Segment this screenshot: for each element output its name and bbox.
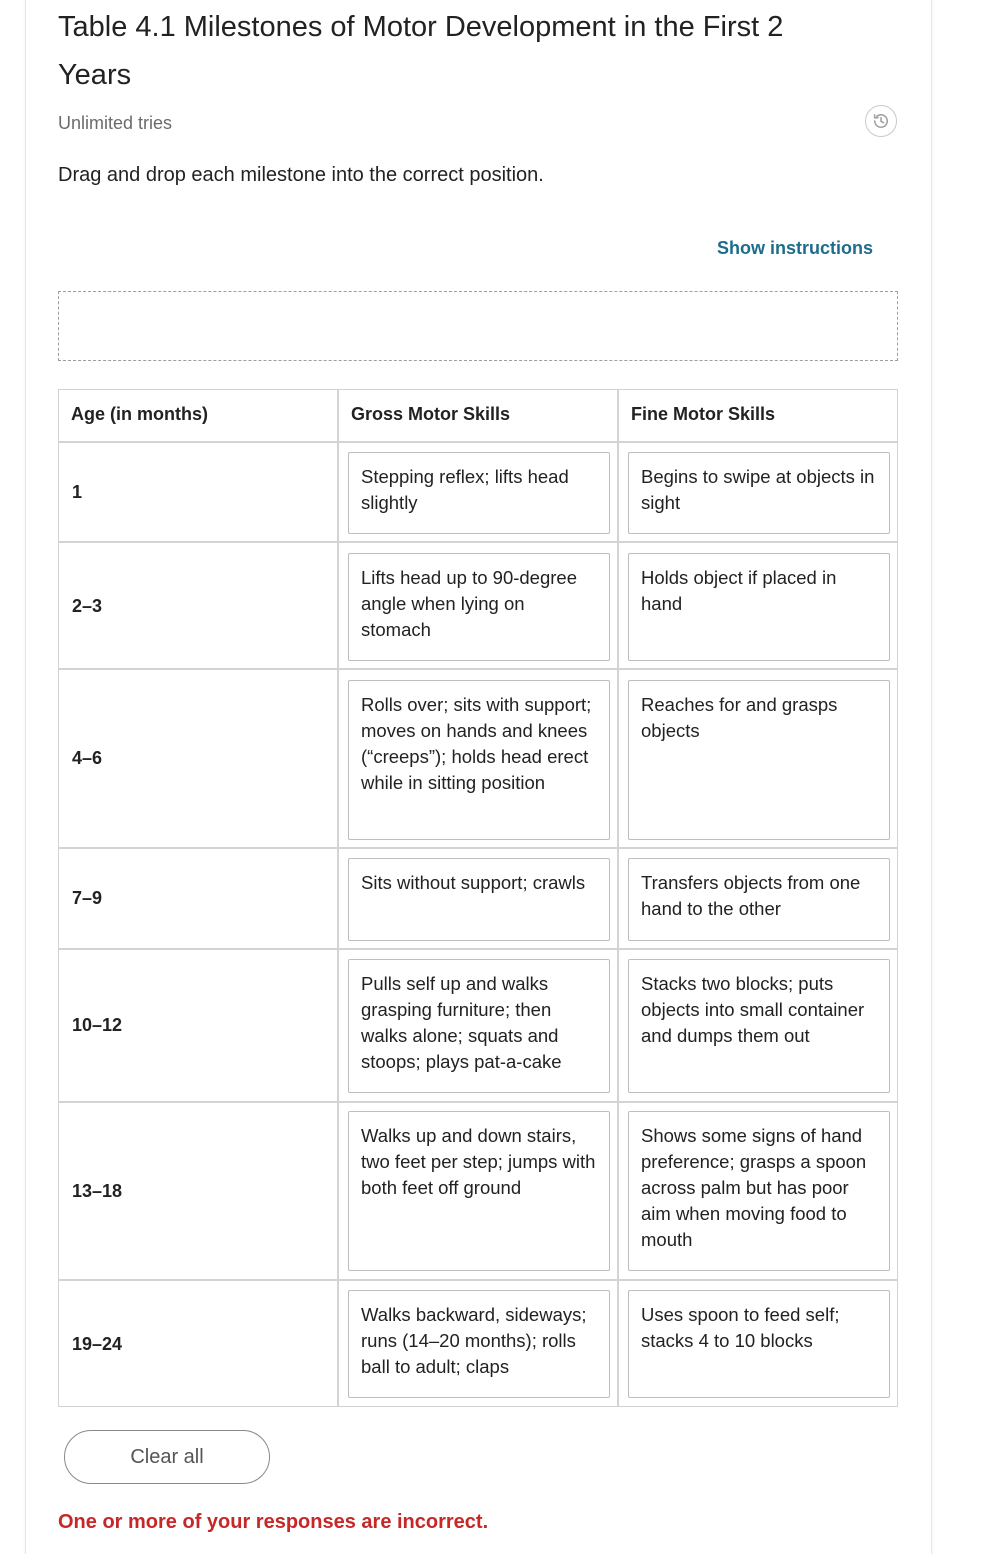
show-instructions-link[interactable]: Show instructions — [717, 238, 874, 258]
clear-all-button[interactable]: Clear all — [64, 1430, 270, 1484]
age-label: 19–24 — [72, 1334, 123, 1354]
fine-motor-tile[interactable]: Uses spoon to feed self; stacks 4 to 10 blocks — [628, 1290, 890, 1398]
gross-motor-tile[interactable]: Lifts head up to 90-degree angle when lying on stomach — [348, 553, 610, 661]
row-divider — [59, 541, 897, 543]
row-divider — [59, 1279, 897, 1281]
column-header-age: Age (in months) — [71, 404, 208, 424]
fine-motor-tile[interactable]: Stacks two blocks; puts objects into small container and dumps them out — [628, 959, 890, 1093]
gross-motor-tile[interactable]: Rolls over; sits with support; moves on hands and knees (“creeps”); holds head erect while in sitting position — [348, 680, 610, 840]
age-label: 2–3 — [72, 596, 103, 616]
history-button[interactable] — [865, 105, 897, 137]
fine-motor-tile[interactable]: Begins to swipe at objects in sight — [628, 452, 890, 534]
history-icon — [871, 111, 891, 131]
age-label: 10–12 — [72, 1015, 123, 1035]
row-divider — [59, 948, 897, 950]
page-title: Table 4.1 Milestones of Motor Development in the First 2 Years — [58, 11, 784, 91]
fine-motor-tile[interactable]: Transfers objects from one hand to the other — [628, 858, 890, 941]
fine-motor-tile[interactable]: Shows some signs of hand preference; grasps a spoon across palm but has poor aim when moving food to mouth — [628, 1111, 890, 1271]
column-header-fine: Fine Motor Skills — [631, 404, 776, 424]
row-divider — [59, 1101, 897, 1103]
column-header-gross: Gross Motor Skills — [351, 404, 511, 424]
feedback-message: One or more of your responses are incorrect. — [58, 1511, 489, 1533]
age-label: 13–18 — [72, 1181, 123, 1201]
fine-motor-tile[interactable]: Reaches for and grasps objects — [628, 680, 890, 840]
row-divider — [59, 668, 897, 670]
tries-label: Unlimited tries — [58, 113, 173, 133]
fine-motor-tile[interactable]: Holds object if placed in hand — [628, 553, 890, 661]
gross-motor-tile[interactable]: Stepping reflex; lifts head slightly — [348, 452, 610, 534]
age-label: 4–6 — [72, 748, 103, 768]
gross-motor-tile[interactable]: Pulls self up and walks grasping furniture; then walks alone; squats and stoops; plays pat-a-cake — [348, 959, 610, 1093]
age-label: 7–9 — [72, 888, 103, 908]
row-divider — [59, 847, 897, 849]
gross-motor-tile[interactable]: Walks up and down stairs, two feet per step; jumps with both feet off ground — [348, 1111, 610, 1271]
gross-motor-tile[interactable]: Walks backward, sideways; runs (14–20 months); rolls ball to adult; claps — [348, 1290, 610, 1398]
instruction-text: Drag and drop each milestone into the correct position. — [58, 164, 544, 186]
gross-motor-tile[interactable]: Sits without support; crawls — [348, 858, 610, 941]
milestone-bank-dropzone[interactable] — [58, 291, 898, 361]
table-header-row — [59, 390, 897, 443]
milestones-table — [58, 389, 898, 1407]
age-label: 1 — [72, 482, 83, 502]
